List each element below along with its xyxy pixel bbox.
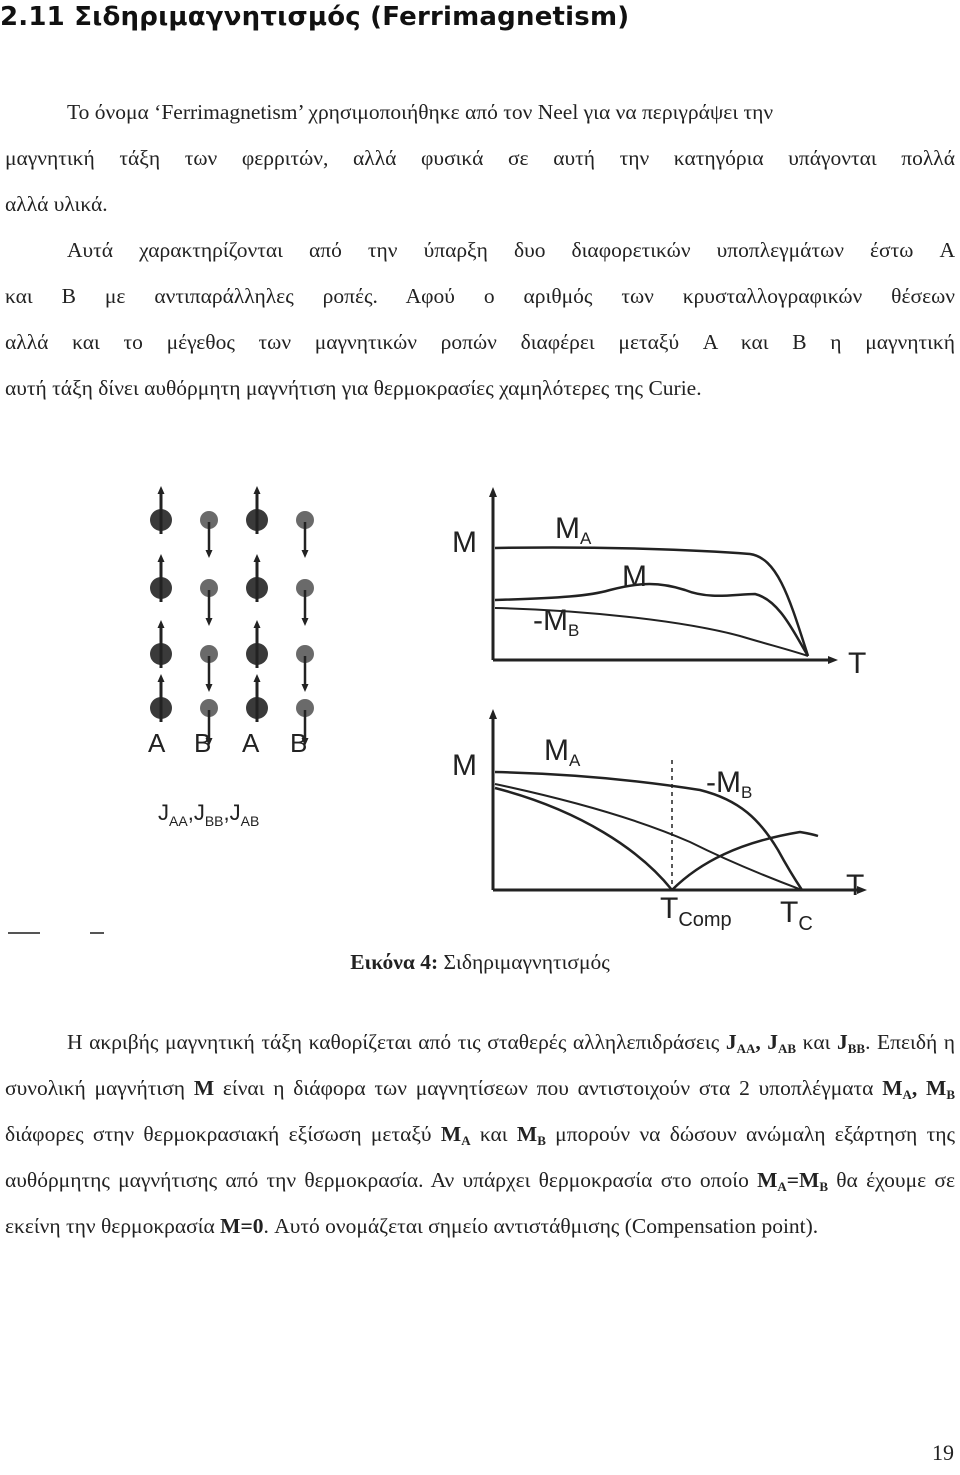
m-a: $M_A$ xyxy=(757,1168,787,1194)
p2-text: διάφορες στην θερμοκρασιακή εξίσωση μεταξύ xyxy=(5,1122,441,1146)
sublattice-a-atom xyxy=(150,558,172,602)
lattice-label: B xyxy=(290,728,308,758)
tc-label: $T_C$ xyxy=(780,896,813,935)
ferrimagnetism-figure xyxy=(0,470,960,940)
bottom-y-label: M xyxy=(452,749,477,782)
sublattice-a-atom xyxy=(150,490,172,534)
sublattice-b-atom xyxy=(200,511,218,554)
p2-text: είναι η διάφορα των μαγνητίσεων που αντιστοιχούν στα 2 υποπλέγματα xyxy=(214,1076,883,1100)
bottom-x-label: T xyxy=(846,869,865,902)
p1-line: αλλά υλικά. xyxy=(5,192,108,216)
bottom-ma-label: $M_A$ xyxy=(544,734,581,770)
m-b: $M_B$ xyxy=(799,1168,828,1194)
p1-line: αλλά και το μέγεθος των μαγνητικών ροπών διαφέρει μεταξύ A και B η μαγνητική xyxy=(5,330,955,354)
sublattice-b-atom xyxy=(200,645,218,688)
svg-text:JAA,JBB,JAB: $J_{AA},J_{BB},J_{AB}$ xyxy=(158,800,260,829)
section-heading: 2.11 Σιδηριμαγνητισμός (Ferrimagnetism) xyxy=(0,2,630,32)
top-m-label: M xyxy=(622,560,647,593)
p2-text: θα έχουμε σε εκείνη την θερμοκρασία xyxy=(5,1168,955,1238)
j-bb: $J_{BB}$ xyxy=(836,1030,866,1056)
m-b: $M_B$ xyxy=(516,1122,546,1148)
p2-comma: , xyxy=(911,1076,918,1100)
j-symbol: J xyxy=(158,800,169,825)
lattice-label: A xyxy=(242,728,260,758)
p2-comma: , xyxy=(755,1030,761,1054)
p2-text: . Αυτό ονομάζεται σημείο αντιστάθμισης (Compensation point). xyxy=(263,1214,819,1238)
figure-caption xyxy=(0,950,960,975)
tcomp-label: $T_{Comp}$ xyxy=(660,892,732,931)
p1-line: μαγνητική τάξη των φερριτών, αλλά φυσικά σε αυτή την κατηγόρια υπάγονται πολλά xyxy=(5,146,955,170)
top-x-label: T xyxy=(848,647,867,680)
figure-svg xyxy=(0,470,960,940)
p2-text: μπορούν να δώσουν ανώμαλη εξάρτηση της αυθόρμητης μαγνήτισης από την θερμοκρασία. Αν υπάρχει θερμοκρασία στο οποίο xyxy=(5,1122,955,1192)
top-y-label: M xyxy=(452,526,477,559)
j-sub-bb: BB xyxy=(204,813,224,829)
p1-line: αυτή τάξη δίνει αυθόρμητη μαγνήτιση για θερμοκρασίες χαμηλότερες της Curie. xyxy=(5,376,702,400)
sublattice-a-atom xyxy=(246,558,268,602)
sublattice-a-atom xyxy=(246,490,268,534)
m-a: $M_A$ xyxy=(440,1122,471,1148)
sublattice-a-atom xyxy=(246,624,268,668)
exchange-constants xyxy=(158,800,259,829)
equals: = xyxy=(786,1168,800,1192)
bottom-mb-label: $-M_B$ xyxy=(706,766,753,802)
p1-line: και B με αντιπαράλληλες ροπές. Αφού ο αριθμός των κρυσταλλογραφικών θέσεων xyxy=(5,284,955,308)
intro-paragraph xyxy=(5,89,955,411)
j-symbol: J xyxy=(229,800,241,825)
lattice-label: A xyxy=(148,728,166,758)
j-sub-ab: AB xyxy=(240,813,260,829)
top-ma-curve xyxy=(495,547,808,656)
sublattice-a-atom xyxy=(150,678,172,722)
sublattice-a-atom xyxy=(246,678,268,722)
lattice-label: B xyxy=(194,728,212,758)
sublattice-b-atom xyxy=(296,645,314,688)
j-aa: $J_{AA}$ xyxy=(725,1030,756,1056)
bottom-mb-curve xyxy=(495,784,802,890)
m-zero: M=0 xyxy=(220,1214,264,1238)
top-mb-label: $-M_B$ xyxy=(533,604,580,640)
m-b: $M_B$ xyxy=(926,1076,956,1102)
spin-lattice xyxy=(150,490,314,742)
page-number: 19 xyxy=(932,1440,954,1465)
p2-text: . Επειδή η συνολική μαγνήτιση xyxy=(5,1030,956,1100)
p2-text: και xyxy=(470,1122,517,1146)
j-ab: $J_{AB}$ xyxy=(767,1030,797,1056)
m-a: $M_A$ xyxy=(882,1076,912,1102)
sublattice-b-atom xyxy=(200,579,218,622)
top-ma-label: $M_A$ xyxy=(555,512,592,548)
sublattice-a-atom xyxy=(150,624,172,668)
p1-line: Αυτά χαρακτηρίζονται από την ύπαρξη δυο διαφορετικών υποπλεγμάτων έστω A xyxy=(67,238,955,262)
j-sub-aa: AA xyxy=(169,813,188,829)
sublattice-b-atom xyxy=(296,579,314,622)
sublattice-b-atom xyxy=(296,511,314,554)
j-symbol: J xyxy=(193,800,205,825)
p2-text: Η ακριβής μαγνητική τάξη καθορίζεται από τις σταθερές αλληλεπιδράσεις xyxy=(67,1030,726,1054)
caption-text: Σιδηριμαγνητισμός xyxy=(438,950,610,974)
p2-text: και xyxy=(796,1030,837,1054)
caption-label: Εικόνα 4: xyxy=(350,950,439,974)
p1-line: Το όνομα ‘Ferrimagnetism’ χρησιμοποιήθηκε από τον Neel για να περιγράψει την xyxy=(67,100,774,124)
m-symbol: M xyxy=(193,1076,215,1100)
bottom-m-curve-low xyxy=(495,788,672,890)
ordering-paragraph xyxy=(5,1019,955,1249)
